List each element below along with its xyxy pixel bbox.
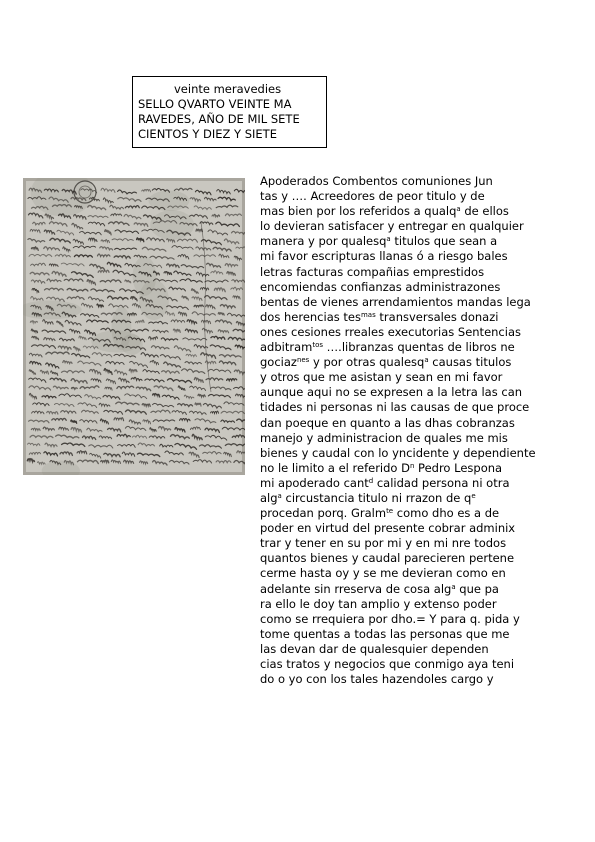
text-segment: de ellos — [460, 204, 509, 219]
text-segment: como se rrequiera por dho.= Y para q. pida y — [260, 611, 520, 626]
text-segment: manejo y administracion de quales me mis — [260, 430, 508, 445]
text-segment: y por otras qualesq — [309, 355, 425, 370]
transcription-line — [260, 234, 590, 249]
superscript-abbreviation: a — [386, 235, 391, 244]
stamp-line: RAVEDES, AÑO DE MIL SETE — [138, 112, 300, 126]
superscript-abbreviation: a — [451, 582, 456, 591]
transcription-line — [260, 400, 590, 415]
text-segment: mas bien por los referidos a qualq — [260, 204, 457, 219]
text-segment: como dho es a de — [393, 506, 500, 521]
text-segment: gociaz — [260, 355, 297, 370]
transcription-line — [260, 506, 590, 521]
transcription-line — [260, 265, 590, 280]
text-segment: ra ello le doy tan amplio y extenso poder — [260, 596, 497, 611]
transcription-line — [260, 174, 590, 189]
transcription-line — [260, 340, 590, 355]
transcription-line — [260, 476, 590, 491]
transcription-line — [260, 219, 590, 234]
text-segment: cias tratos y negocios que conmigo aya teni — [260, 657, 515, 671]
superscript-abbreviation: a — [424, 356, 429, 365]
text-segment: do o yo con los tales hazendoles cargo y — [260, 672, 494, 687]
paper-stain — [133, 256, 157, 296]
transcription-line — [260, 582, 590, 597]
text-segment: no le limito a el referido D — [260, 460, 410, 475]
superscript-abbreviation: mas — [360, 310, 376, 319]
stamp-header-box — [132, 76, 327, 148]
text-segment: tidades ni personas ni las causas de que proce — [260, 400, 530, 415]
text-segment: las devan dar de qualesquier dependen — [260, 641, 489, 656]
text-segment: titulos que sean a — [390, 234, 498, 249]
text-segment: aunque aqui no se expresen a la letra las can — [260, 385, 523, 400]
transcription-line — [260, 657, 590, 672]
text-segment: quantos bienes y caudal parecieren pertene — [260, 551, 515, 566]
text-segment: poder en virtud del presente cobrar adminix — [260, 521, 516, 536]
superscript-abbreviation: tos — [312, 341, 324, 350]
transcription-line — [260, 642, 590, 657]
transcription-line — [260, 280, 590, 295]
text-segment: ones cesiones rreales executorias Sentencias — [260, 324, 521, 339]
transcription-line — [260, 325, 590, 340]
transcription-line — [260, 627, 590, 642]
transcription-line — [260, 461, 590, 476]
transcription-line — [260, 446, 590, 461]
text-segment: tome quentas a todas las personas que me — [260, 626, 510, 641]
stamp-line: SELLO QVARTO VEINTE MA — [138, 97, 292, 111]
manuscript-page-image — [23, 178, 245, 475]
text-segment: y otros que me asistan y sean en mi favor — [260, 370, 503, 385]
transcription-text — [260, 174, 590, 687]
text-segment: cerme hasta oy y se me devieran como en — [260, 566, 506, 581]
text-segment: Apoderados Combentos comuniones Jun — [260, 174, 493, 188]
superscript-abbreviation: d — [368, 476, 374, 485]
transcription-line — [260, 597, 590, 612]
text-segment: procedan porq. Gralm — [260, 506, 387, 521]
text-segment: dos herencias tes — [260, 309, 361, 324]
text-segment: bentas de vienes arrendamientos mandas lega — [260, 294, 531, 309]
transcription-line — [260, 491, 590, 506]
transcription-line — [260, 612, 590, 627]
superscript-abbreviation: a — [277, 491, 282, 500]
transcription-line — [260, 310, 590, 325]
text-segment: trar y tener en su por mi y en mi nre todos — [260, 536, 507, 551]
superscript-abbreviation: e — [471, 491, 476, 500]
superscript-abbreviation: te — [386, 507, 394, 516]
text-segment: Pedro Lespona — [414, 460, 503, 475]
manuscript-handwriting-drawing — [23, 178, 245, 475]
superscript-abbreviation: n — [409, 461, 415, 470]
text-segment: encomiendas confianzas administrazones — [260, 279, 501, 294]
superscript-abbreviation: a — [456, 205, 461, 214]
transcription-line — [260, 521, 590, 536]
transcription-line — [260, 249, 590, 264]
text-segment: transversales donazi — [375, 309, 499, 324]
text-segment: adelante sin rreserva de cosa alg — [260, 581, 452, 596]
transcription-line — [260, 672, 590, 687]
text-segment: calidad persona ni otra — [373, 475, 510, 490]
text-segment: dan poeque en quanto a las dhas cobranzas — [260, 415, 515, 430]
text-segment: mi favor escripturas llanas ó a riesgo bales — [260, 249, 508, 264]
transcription-line — [260, 416, 590, 431]
text-segment: bienes y caudal con lo yncidente y dependiente — [260, 445, 536, 460]
transcription-line — [260, 385, 590, 400]
text-segment: manera y por qualesq — [260, 234, 387, 249]
transcription-line — [260, 295, 590, 310]
transcription-line — [260, 551, 590, 566]
text-segment: circustancia titulo ni rrazon de q — [281, 490, 472, 505]
text-segment: tas y …. Acreedores de peor titulo y de — [260, 189, 485, 204]
text-segment: mi apoderado cant — [260, 475, 369, 490]
text-segment: letras facturas compañias emprestidos — [260, 264, 485, 279]
transcription-line — [260, 204, 590, 219]
text-segment: causas titulos — [428, 355, 512, 370]
transcription-line — [260, 355, 590, 370]
stamp-line-denomination: veinte meravedies — [174, 82, 282, 96]
transcription-line — [260, 370, 590, 385]
transcription-line — [260, 189, 590, 204]
stamp-line: CIENTOS Y DIEZ Y SIETE — [138, 127, 277, 141]
transcription-line — [260, 536, 590, 551]
paper-stain — [150, 210, 194, 240]
text-segment: adbitram — [260, 340, 313, 355]
text-segment: ….libranzas quentas de libros ne — [323, 340, 515, 355]
transcription-line — [260, 431, 590, 446]
transcription-line — [260, 566, 590, 581]
text-segment: alg — [260, 490, 278, 505]
text-segment: lo devieran satisfacer y entregar en qualquier — [260, 219, 524, 234]
text-segment: que pa — [455, 581, 499, 596]
superscript-abbreviation: nes — [296, 356, 310, 365]
